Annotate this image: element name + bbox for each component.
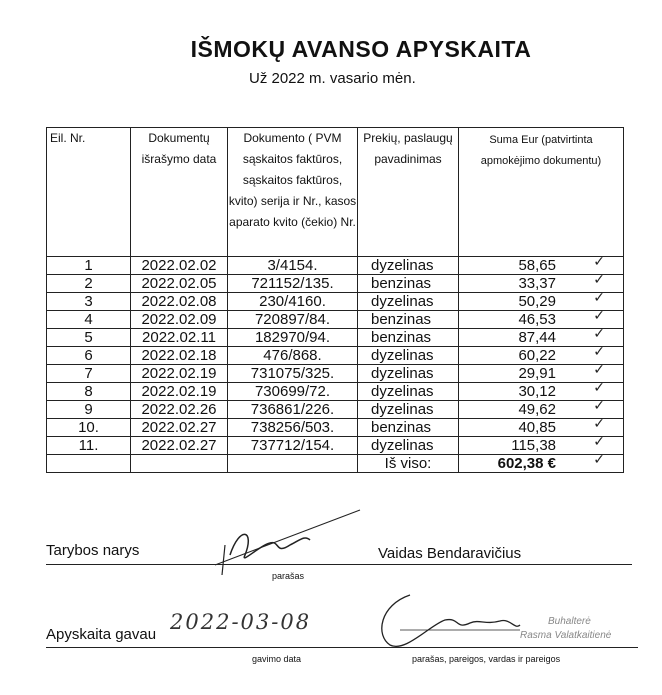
row-item [358, 437, 459, 455]
row-document-text: 736861/226. [250, 401, 335, 418]
signature-graphic [210, 505, 390, 580]
row-number [47, 383, 131, 401]
expense-table [46, 127, 624, 473]
row-document [228, 329, 358, 347]
check-mark-icon: ✓ [593, 290, 605, 306]
row-number [47, 257, 131, 275]
stamp-name: Rasma Valatkaitienė [520, 630, 612, 641]
row-date-text: 2022.02.18 [141, 347, 217, 364]
check-mark-icon: ✓ [593, 380, 605, 396]
row-date [131, 365, 228, 383]
row-number-text: 6 [84, 347, 93, 364]
row-item [358, 311, 459, 329]
row-document [228, 419, 358, 437]
row-item [358, 383, 459, 401]
row-date [131, 437, 228, 455]
row-date-text: 2022.02.27 [141, 419, 217, 436]
row-item-text: dyzelinas [371, 257, 434, 274]
row-date [131, 419, 228, 437]
table-row [47, 329, 624, 347]
row-date [131, 257, 228, 275]
check-mark-icon: ✓ [593, 308, 605, 324]
table-row [47, 257, 624, 275]
row-document-text: 731075/325. [250, 365, 335, 382]
row-date-text: 2022.02.19 [141, 365, 217, 382]
header-nr: Eil. Nr. [47, 128, 131, 257]
row-date-text: 2022.02.02 [141, 257, 217, 274]
check-mark-icon: ✓ [593, 398, 605, 414]
received-label: Apyskaita gavau [46, 626, 157, 643]
row-sum-text: 60,22 [518, 347, 556, 364]
row-item-text: dyzelinas [371, 437, 434, 454]
row-number [47, 347, 131, 365]
row-item [358, 329, 459, 347]
header-sum: Suma Eur (patvirtinta apmokėjimo dokumentu) [459, 128, 624, 257]
row-sum-text: 58,65 [518, 257, 556, 274]
stamp-role: Buhalterė [548, 616, 591, 627]
table-row [47, 275, 624, 293]
check-mark-icon: ✓ [593, 326, 605, 342]
signature-caption: parašas [272, 571, 305, 581]
row-document-text: 721152/135. [251, 275, 334, 292]
row-date-text: 2022.02.27 [141, 437, 217, 454]
row-document-text: 182970/94. [254, 329, 331, 346]
row-document [228, 365, 358, 383]
row-number-text: 8 [84, 383, 93, 400]
check-mark-icon: ✓ [593, 416, 605, 432]
row-item-text: dyzelinas [371, 365, 434, 382]
receiver-signature-graphic [370, 585, 530, 655]
table-row [47, 293, 624, 311]
check-mark-icon: ✓ [593, 434, 605, 450]
document-period: Už 2022 m. vasario mėn. [249, 70, 416, 87]
check-mark-icon: ✓ [593, 452, 605, 468]
document-title: IŠMOKŲ AVANSO APYSKAITA [190, 36, 532, 62]
total-empty-cell [131, 455, 228, 473]
row-number [47, 401, 131, 419]
row-sum-text: 115,38 [511, 437, 556, 454]
row-number-text: 11. [78, 437, 99, 454]
check-mark-icon: ✓ [593, 344, 605, 360]
row-sum-text: 46,53 [518, 311, 556, 328]
row-date-text: 2022.02.05 [141, 275, 217, 292]
row-number [47, 419, 131, 437]
row-item-text: dyzelinas [371, 383, 434, 400]
row-item [358, 365, 459, 383]
row-number-text: 4 [84, 311, 93, 328]
row-number-text: 2 [84, 275, 93, 292]
table-row [47, 419, 624, 437]
row-sum-text: 87,44 [518, 329, 556, 346]
table-header-row [47, 128, 624, 257]
total-amount: 602,38 € [497, 455, 556, 472]
row-document [228, 275, 358, 293]
row-date [131, 293, 228, 311]
row-item [358, 275, 459, 293]
received-date: 2022-03-08 [170, 610, 312, 634]
row-date-text: 2022.02.08 [141, 293, 217, 310]
row-date [131, 329, 228, 347]
row-sum-text: 50,29 [518, 293, 556, 310]
row-document [228, 383, 358, 401]
check-mark-icon: ✓ [593, 254, 605, 270]
row-item [358, 257, 459, 275]
row-date [131, 275, 228, 293]
row-number-text: 10. [78, 419, 99, 436]
row-number-text: 1 [84, 257, 93, 274]
row-document-text: 738256/503. [250, 419, 335, 436]
row-sum-text: 40,85 [518, 419, 556, 436]
row-sum-text: 33,37 [518, 275, 556, 292]
row-document [228, 311, 358, 329]
row-number [47, 293, 131, 311]
signer-name: Vaidas Bendaravičius [378, 545, 522, 562]
table-row [47, 401, 624, 419]
row-date-text: 2022.02.09 [141, 311, 217, 328]
row-item [358, 293, 459, 311]
header-document: Dokumento ( PVM sąskaitos faktūros, sąskaitos faktūros, kvito) serija ir Nr., kasos aparato kvito (čekio) Nr. [228, 128, 358, 257]
row-item [358, 347, 459, 365]
row-date [131, 383, 228, 401]
row-sum-text: 30,12 [518, 383, 556, 400]
row-number [47, 437, 131, 455]
row-document-text: 230/4160. [259, 293, 326, 310]
table-row [47, 437, 624, 455]
row-number [47, 365, 131, 383]
row-item-text: benzinas [371, 275, 432, 292]
row-document [228, 401, 358, 419]
total-empty-cell [47, 455, 131, 473]
row-sum-text: 49,62 [518, 401, 556, 418]
row-number [47, 329, 131, 347]
signer-role: Tarybos narys [46, 542, 140, 559]
total-value [459, 452, 624, 473]
table-row [47, 311, 624, 329]
total-row [47, 455, 624, 473]
row-date-text: 2022.02.19 [141, 383, 217, 400]
receiver-caption: parašas, pareigos, vardas ir pareigos [412, 654, 561, 664]
table-row [47, 347, 624, 365]
row-item-text: benzinas [371, 311, 432, 328]
row-date [131, 347, 228, 365]
row-number [47, 311, 131, 329]
row-item-text: dyzelinas [371, 401, 434, 418]
row-document-text: 476/868. [263, 347, 322, 364]
row-date-text: 2022.02.26 [141, 401, 217, 418]
row-date [131, 311, 228, 329]
row-number-text: 7 [84, 365, 93, 382]
row-item-text: dyzelinas [371, 347, 434, 364]
date-caption: gavimo data [252, 654, 302, 664]
row-sum-text: 29,91 [518, 365, 556, 382]
row-item-text: benzinas [371, 419, 432, 436]
row-document-text: 737712/154. [250, 437, 335, 454]
row-item-text: benzinas [371, 329, 432, 346]
check-mark-icon: ✓ [593, 272, 605, 288]
row-document [228, 437, 358, 455]
header-item: Prekių, paslaugų pavadinimas [358, 128, 459, 257]
row-document [228, 257, 358, 275]
header-date: Dokumentų išrašymo data [131, 128, 228, 257]
row-number [47, 275, 131, 293]
total-label: Iš viso: [358, 455, 459, 473]
row-item-text: dyzelinas [371, 293, 434, 310]
row-date [131, 401, 228, 419]
row-document [228, 293, 358, 311]
row-number-text: 5 [84, 329, 93, 346]
row-document [228, 347, 358, 365]
row-item [358, 401, 459, 419]
table-row [47, 383, 624, 401]
row-document-text: 720897/84. [254, 311, 331, 328]
received-line [46, 647, 638, 648]
check-mark-icon: ✓ [593, 362, 605, 378]
row-number-text: 9 [84, 401, 93, 418]
table-row [47, 365, 624, 383]
row-item [358, 419, 459, 437]
row-document-text: 730699/72. [254, 383, 331, 400]
row-document-text: 3/4154. [267, 257, 318, 274]
total-empty-cell [228, 455, 358, 473]
row-date-text: 2022.02.11 [142, 329, 216, 346]
row-number-text: 3 [84, 293, 93, 310]
